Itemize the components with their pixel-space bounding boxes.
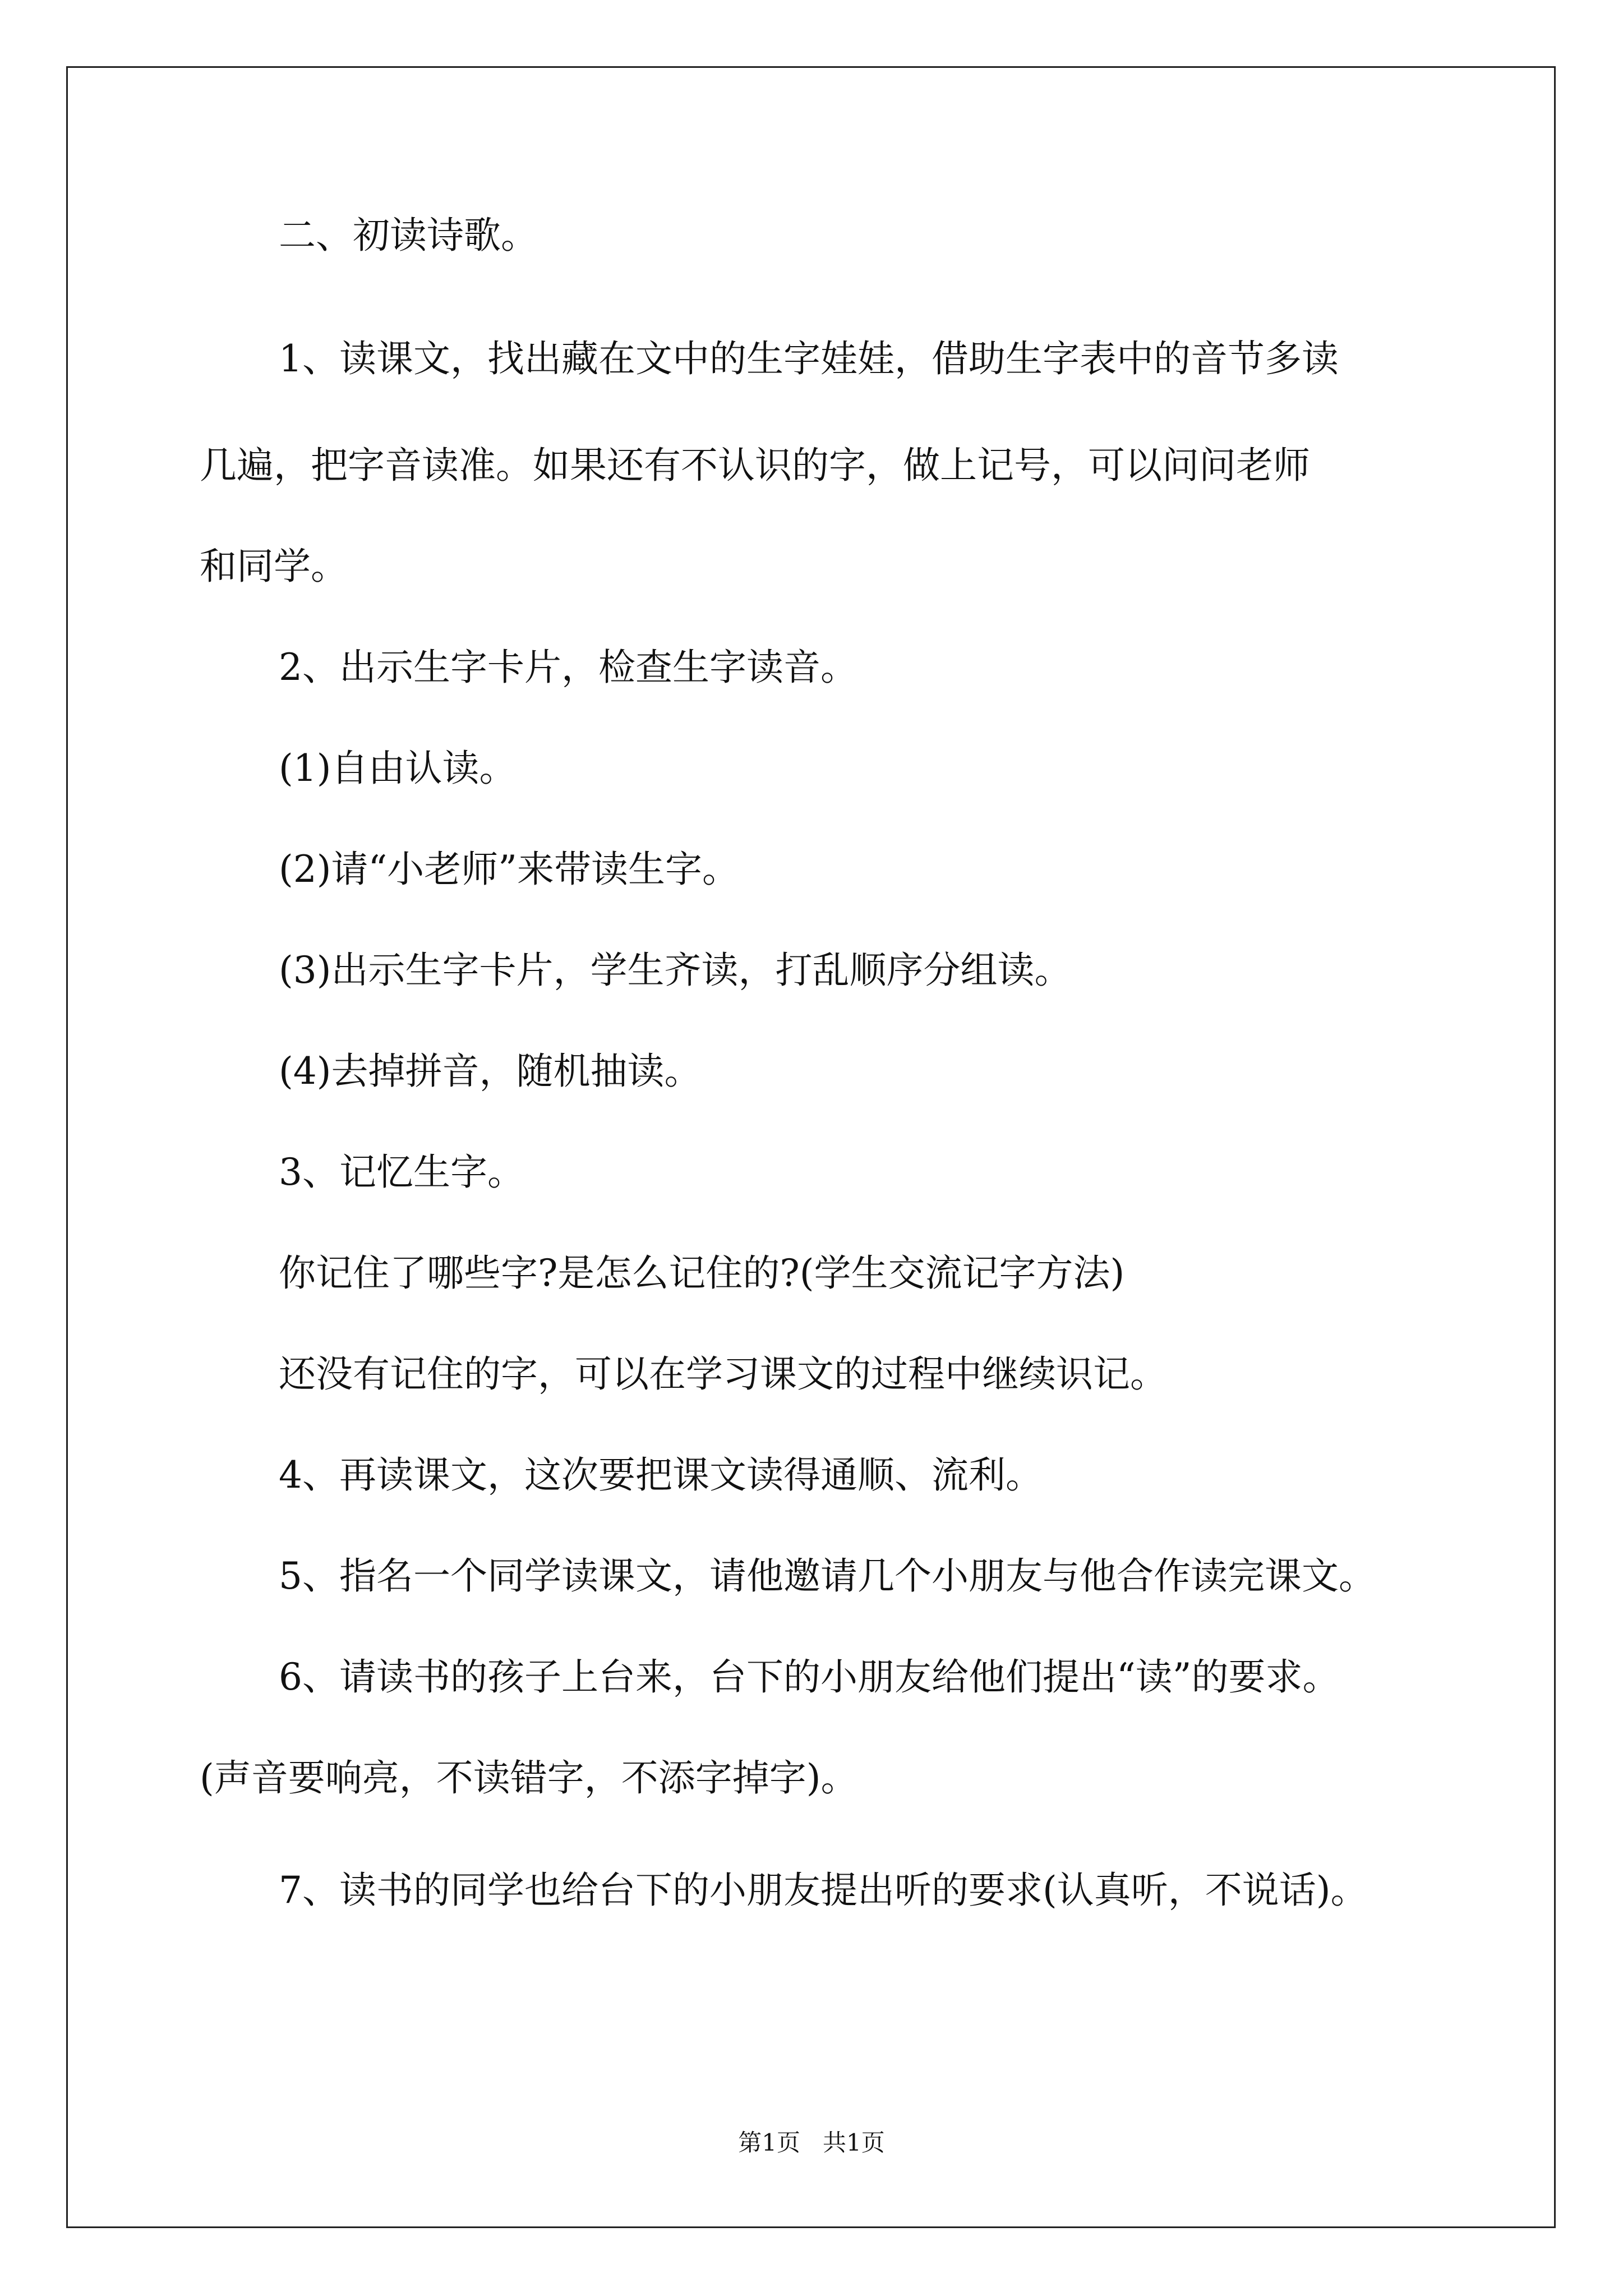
paragraph-line: 4、再读课文，这次要把课文读得通顺、流利。 bbox=[279, 1453, 1043, 1497]
paragraph-line: 7、读书的同学也给台下的小朋友提出听的要求(认真听，不说话)。 bbox=[279, 1869, 1368, 1912]
paragraph-line: 1、读课文，找出藏在文中的生字娃娃，借助生字表中的音节多读 bbox=[279, 337, 1339, 380]
paragraph-line: 5、指名一个同学读课文，请他邀请几个小朋友与他合作读完课文。 bbox=[279, 1554, 1376, 1598]
paragraph-line: (1)自由认读。 bbox=[279, 747, 517, 790]
paragraph-line: (2)请“小老师”来带读生字。 bbox=[279, 848, 739, 891]
paragraph-line: 6、请读书的孩子上台来，台下的小朋友给他们提出“读”的要求。 bbox=[279, 1655, 1340, 1699]
section-heading: 二、初读诗歌。 bbox=[279, 214, 538, 257]
paragraph-line: 你记住了哪些字?是怎么记住的?(学生交流记字方法) bbox=[279, 1251, 1125, 1295]
paragraph-line: 和同学。 bbox=[200, 545, 348, 588]
paragraph-line: (4)去掉拼音，随机抽读。 bbox=[279, 1050, 702, 1093]
paragraph-line: 3、记忆生字。 bbox=[279, 1151, 524, 1194]
paragraph-line: 几遍，把字音读准。如果还有不认识的字，做上记号，可以问问老师 bbox=[200, 444, 1310, 487]
paragraph-line: (3)出示生字卡片，学生齐读，打乱顺序分组读。 bbox=[279, 949, 1072, 992]
paragraph-line: (声音要响亮，不读错字，不添字掉字)。 bbox=[200, 1756, 858, 1800]
paragraph-line: 还没有记住的字，可以在学习课文的过程中继续识记。 bbox=[279, 1352, 1167, 1396]
page-number: 第1页 共1页 bbox=[738, 2129, 885, 2156]
paragraph-line: 2、出示生字卡片，检查生字读音。 bbox=[279, 646, 857, 689]
